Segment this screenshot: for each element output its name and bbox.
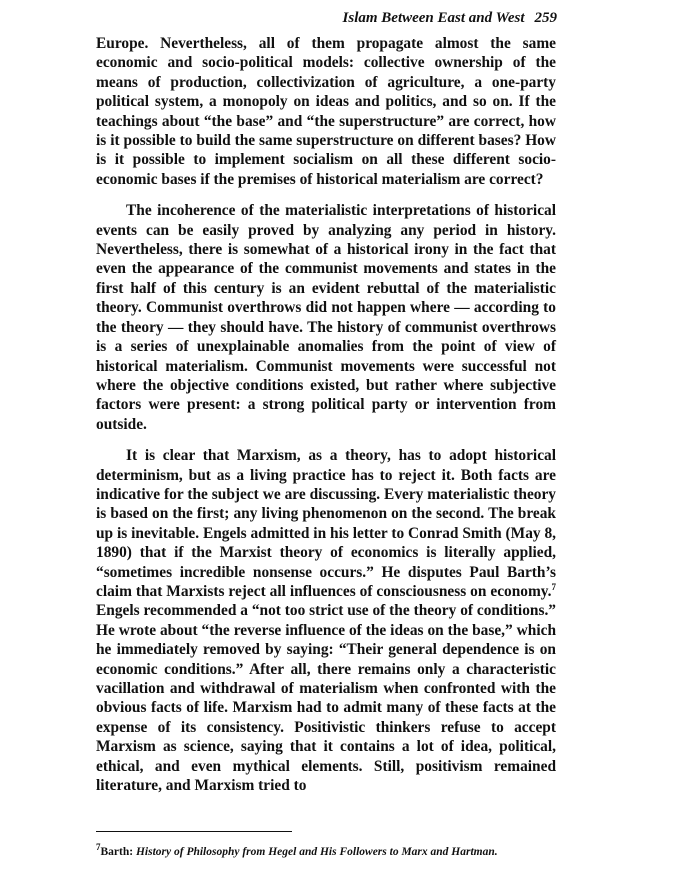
footnote-author: Barth: xyxy=(100,846,136,858)
footnote-rule xyxy=(96,831,292,832)
footnote-reference: 7 xyxy=(551,581,556,592)
paragraph-1: Europe. Nevertheless, all of them propagate almost the same economic and socio-political models: collective ownership of the means of production, collectivization of agriculture, a one-party political system, a monopoly on ideas and politics, and so on. If the teachings about “the base” and “the superstructure” are correct, how is it possible to build the same superstructure on different bases? How is it possible to implement socialism on all these different socio-economic bases if the premises of historical materialism are correct? xyxy=(96,35,556,188)
page-number: 259 xyxy=(534,10,557,26)
paragraph-3-text-b: Engels recommended a “not too strict use of the theory of conditions.” He wrote about “the reverse influence of the ideas on the base,” which he immediately removed by saying: “Their general dependence is on economic conditions.” After all, there remains only a characteristic vacillation and withdrawal of materialism when confronted with the obvious facts of life. Marxism had to admit many of these facts at the expense of its consistency. Positivistic thinkers refuse to accept Marxism as science, saying that it contains a lot of idea, political, ethical, and even mythical elements. Still, positivism remained literature, and Marxism tried to xyxy=(96,602,556,795)
paragraph-3-text-a: It is clear that Marxism, as a theory, has to adopt historical determinism, but as a living practice has to reject it. Both facts are indicative for the subject we are discussing. Every materialistic theory is based on the first; any living phenomenon on the second. The break up is inevitable. Engels admitted in his letter to Conrad Smith (May 8, 1890) that if the Marxist theory of economics is literally applied, “sometimes incredible nonsense occurs.” He disputes Paul Barth’s claim that Marxists reject all influences of consciousness on economy. xyxy=(96,447,556,600)
footnote xyxy=(96,842,498,858)
body-text xyxy=(96,34,556,807)
paragraph-3 xyxy=(96,446,556,795)
running-head xyxy=(343,10,557,27)
paragraph-2: The incoherence of the materialistic interpretations of historical events can be easily proved by analyzing any period in history. Nevertheless, there is somewhat of a historical irony in the fact that even the appearance of the communist movements and states in the first half of this century is an evident rebuttal of the materialistic theory. Communist overthrows did not happen where — according to the theory — they should have. The history of communist overthrows is a series of unexplainable anomalies from the point of view of historical materialism. Communist movements were successful not where the objective conditions existed, but rather where subjective factors were present: a strong political party or intervention from outside. xyxy=(96,202,556,433)
footnote-title: History of Philosophy from Hegel and His Followers to Marx and Hartman. xyxy=(135,846,498,858)
footnote-marker: 7 xyxy=(96,842,101,853)
running-title: Islam Between East and West xyxy=(342,10,525,26)
